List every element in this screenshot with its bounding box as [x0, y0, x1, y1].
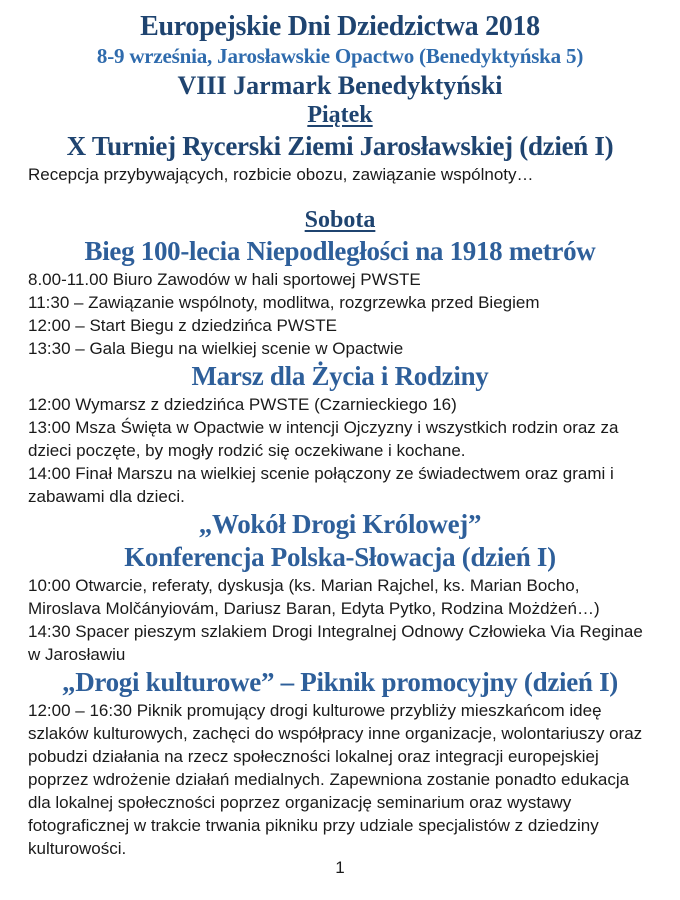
march-schedule-line: 13:00 Msza Święta w Opactwie w intencji Ojczyzny i wszystkich rodzin oraz za dzieci poczęte, by mogły rodzić się oczekiwane i kochane.: [28, 418, 619, 460]
run-schedule-line: 11:30 – Zawiązanie wspólnoty, modlitwa, rozgrzewka przed Biegiem: [28, 293, 540, 312]
document-title: Europejskie Dni Dziedzictwa 2018: [140, 11, 540, 42]
day-label-friday: Piątek: [307, 102, 373, 128]
day-label-saturday: Sobota: [304, 207, 376, 233]
march-schedule-line: 14:00 Finał Marszu na wielkiej scenie połączony ze świadectwem oraz grami i zabawami dla dzieci.: [28, 464, 614, 506]
event-title: VIII Jarmark Benedyktyński: [177, 71, 503, 100]
day-heading-saturday: [0, 206, 680, 235]
friday-description: Recepcja przybywających, rozbicie obozu, zawiązanie wspólnoty…: [28, 165, 534, 184]
page-number: 1: [335, 858, 345, 877]
run-section-heading: Bieg 100-lecia Niepodległości na 1918 metrów: [84, 236, 596, 266]
conference-section-heading-line2: Konferencja Polska-Słowacja (dzień I): [124, 542, 556, 572]
march-schedule-line: 12:00 Wymarsz z dziedzińca PWSTE (Czarnieckiego 16): [28, 395, 457, 414]
march-section-heading: Marsz dla Życia i Rodziny: [191, 361, 489, 391]
run-schedule-line: 13:30 – Gala Biegu na wielkiej scenie w Opactwie: [28, 339, 404, 358]
picnic-description: 12:00 – 16:30 Piknik promujący drogi kulturowe przybliży mieszkańcom ideę szlaków kulturowych, zachęci do współpracy inne organizacje, wolontariuszy oraz pobudzi działania na rzecz społeczności lokalnej oraz integracji europejskiej poprzez wdrożenie działań medialnych. Zapewniona zostanie ponadto edukacja dla lokalnej społeczności poprzez organizację seminarium oraz wystawy fotograficznej w trakcie trwania pikniku przy udziale specjalistów z dziedziny kulturowości.: [28, 701, 643, 858]
friday-tournament-heading: X Turniej Rycerski Ziemi Jarosławskiej (dzień I): [66, 131, 614, 161]
conference-schedule-line: 14:30 Spacer pieszym szlakiem Drogi Integralnej Odnowy Człowieka Via Reginae w Jarosławiu: [28, 622, 643, 664]
picnic-section-heading: „Drogi kulturowe” – Piknik promocyjny (dzień I): [62, 667, 618, 697]
document-subtitle: 8-9 września, Jarosławskie Opactwo (Benedyktyńska 5): [96, 44, 584, 68]
conference-schedule-line: 10:00 Otwarcie, referaty, dyskusja (ks. Marian Rajchel, ks. Marian Bocho, Miroslava Molčányiovám, Dariusz Baran, Edyta Pytko, Rodzina Możdżeń…): [28, 576, 600, 618]
run-schedule-line: 8.00-11.00 Biuro Zawodów w hali sportowej PWSTE: [28, 270, 421, 289]
run-schedule-line: 12:00 – Start Biegu z dziedzińca PWSTE: [28, 316, 337, 335]
conference-section-heading-line1: „Wokół Drogi Królowej”: [198, 509, 482, 539]
day-heading-friday: [0, 101, 680, 130]
